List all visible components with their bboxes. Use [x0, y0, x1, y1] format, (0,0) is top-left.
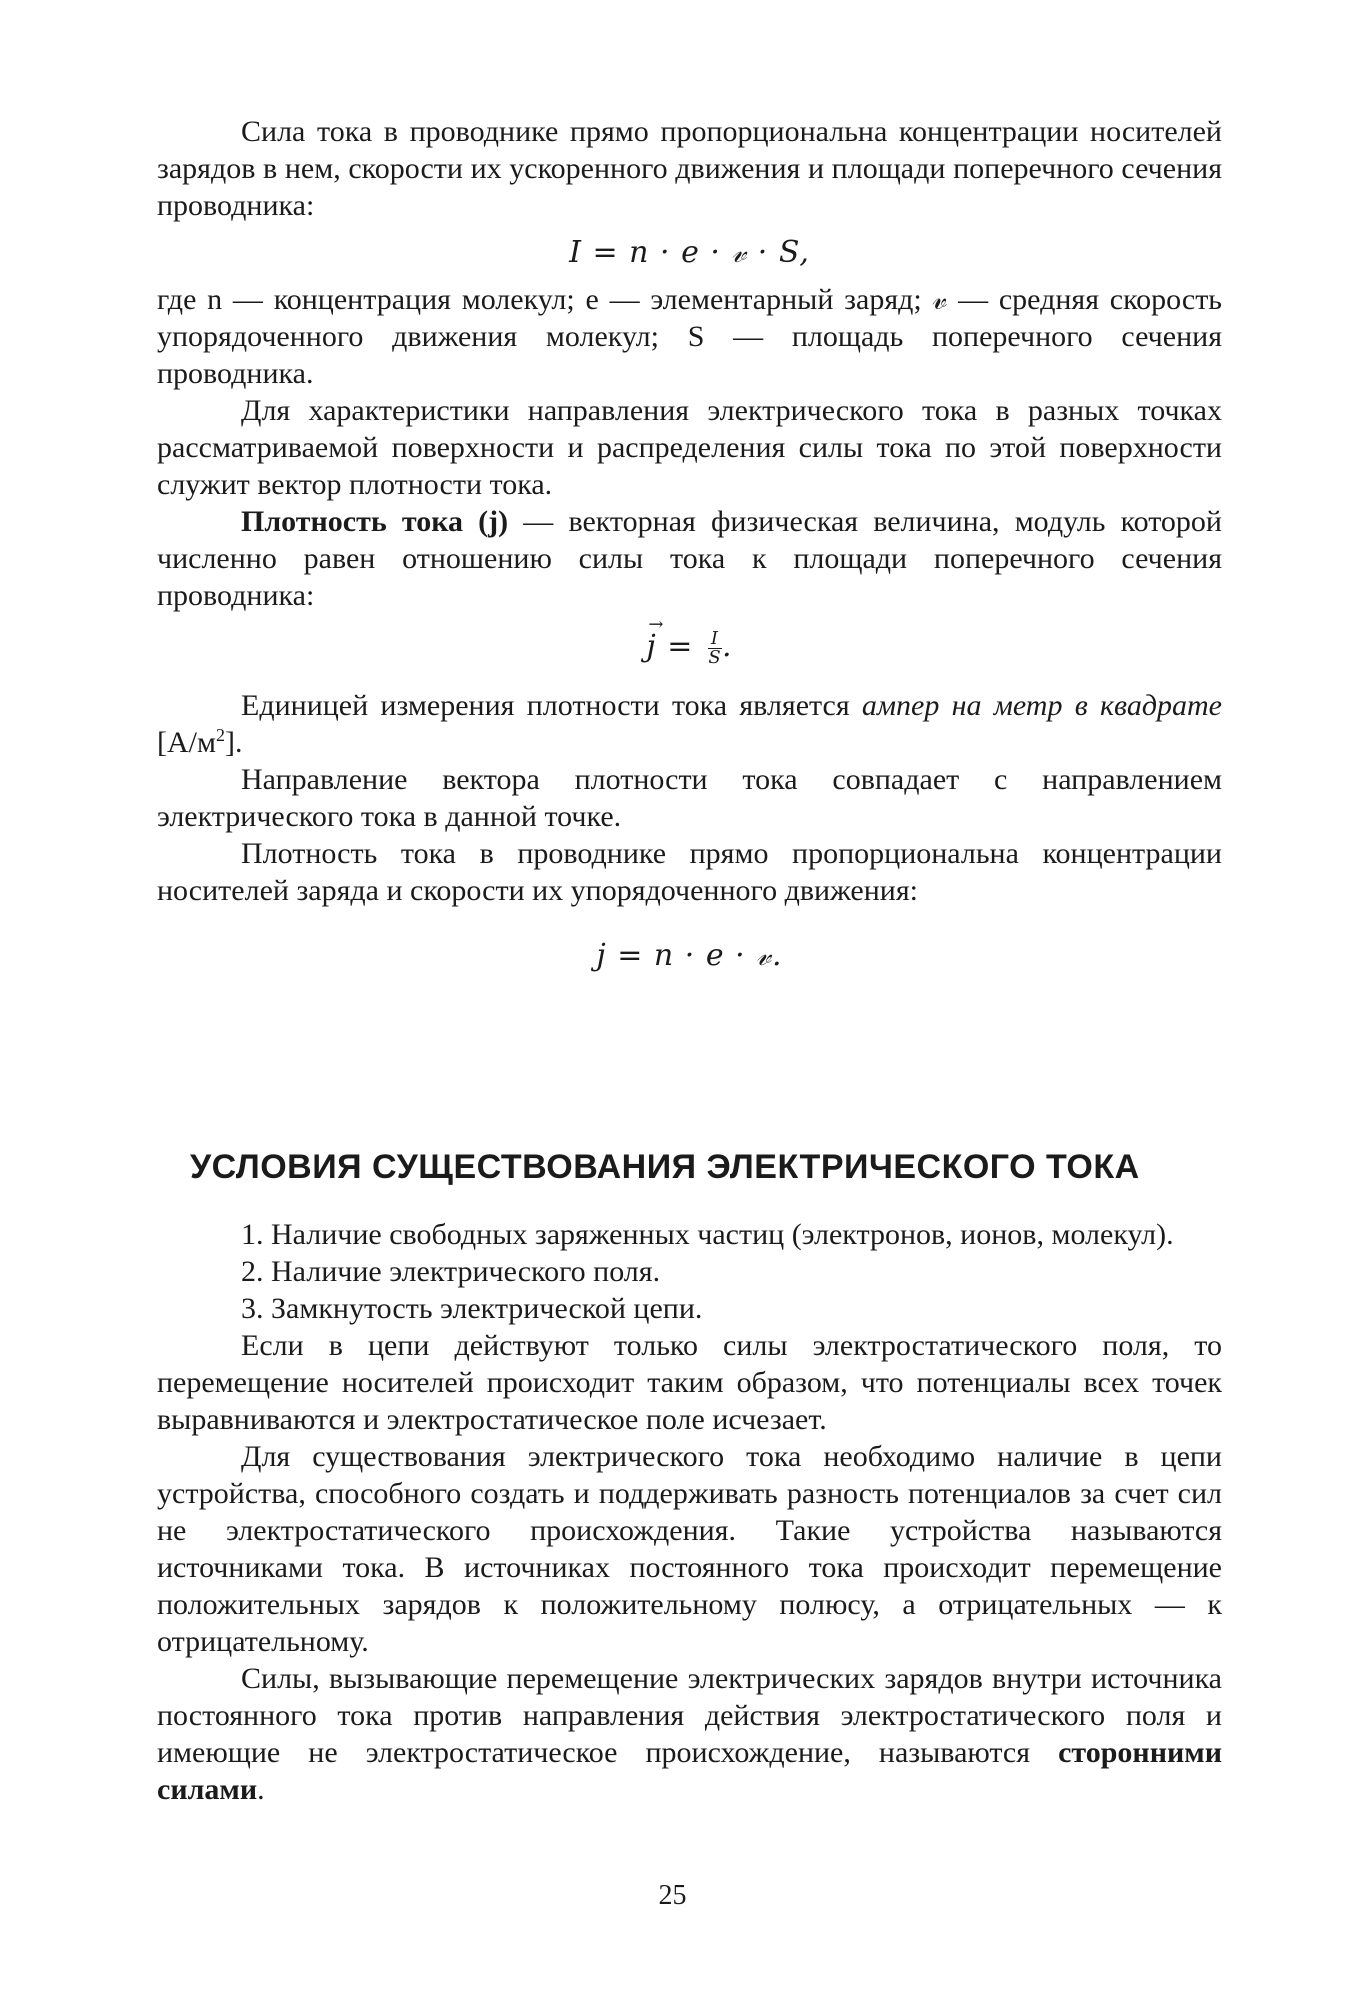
formula-density-ratio	[157, 628, 1222, 667]
unit-exponent: 2	[215, 724, 225, 745]
list-item: 3. Замкнутость электрической цепи.	[241, 1292, 703, 1325]
fraction	[708, 627, 722, 668]
term-current-density: Плотность тока (j)	[241, 505, 509, 538]
paragraph-external-forces	[157, 1660, 1222, 1808]
fraction-numerator: I	[708, 630, 722, 649]
paragraph-electrostatic: Если в цепи действуют только силы электростатического поля, то перемещение носителей происходит таким образом, что потенциалы всех точек выравниваются и электростатическое поле исчезает.	[157, 1329, 1222, 1436]
paragraph-direction: Направление вектора плотности тока совпадает с направлением электрического тока в данной точке.	[157, 762, 1222, 833]
section-heading: УСЛОВИЯ СУЩЕСТВОВАНИЯ ЭЛЕКТРИЧЕСКОГО ТОКА	[190, 1148, 1140, 1186]
formula-density: j = n · e · 𝓋.	[596, 937, 783, 973]
paragraph-density-proportional: Плотность тока в проводнике прямо пропорциональна концентрации носителей заряда и скорости их упорядоченного движения:	[157, 836, 1222, 907]
unit-text: Единицей измерения плотности тока является	[241, 688, 862, 722]
section-current-strength	[157, 113, 1222, 974]
external-forces-text: Силы, вызывающие перемещение электрических зарядов внутри источника постоянного тока против направления действия электростатического поля и имеющие не электростатическое происхождение, называются	[157, 1662, 1222, 1769]
list-item: 2. Наличие электрического поля.	[241, 1255, 661, 1288]
paragraph-density-definition	[157, 503, 1222, 614]
paragraph-current-strength: Сила тока в проводнике прямо пропорциональна концентрации носителей зарядов в нем, скорости их ускоренного движения и площади поперечного сечения проводника:	[157, 115, 1222, 222]
fraction-denominator: S	[708, 646, 722, 668]
paragraph-density-intro: Для характеристики направления электрического тока в разных точках рассматриваемой поверхности и распределения силы тока по этой поверхности служит вектор плотности тока.	[157, 394, 1222, 501]
section-conditions	[157, 1216, 1222, 1808]
unit-name: ампер на метр в квадрате	[861, 688, 1222, 722]
term-external-forces: сторонними силами	[157, 1736, 1222, 1806]
external-forces-end: .	[257, 1773, 265, 1806]
list-item: 1. Наличие свободных заряженных частиц (электронов, ионов, молекул).	[241, 1218, 1174, 1251]
definition-text: — векторная физическая величина, модуль которой численно равен отношению силы тока к площади поперечного сечения проводника:	[157, 505, 1222, 612]
paragraph-sources: Для существования электрического тока необходимо наличие в цепи устройства, способного создать и поддерживать разность потенциалов за счет сил не электростатического происхождения. Такие устройства называются источниками тока. В источниках постоянного тока происходит перемещение положительных зарядов к положительному полюсу, а отрицательных — к отрицательному.	[157, 1440, 1222, 1658]
formula-current: I = n · e · 𝓋 · S,	[569, 235, 810, 270]
vector-j: → j	[646, 628, 656, 665]
paragraph-unit	[157, 687, 1222, 761]
formula-equals: =	[656, 629, 704, 664]
paragraph-variables: где n — концентрация молекул; e — элементарный заряд; 𝓋 — средняя скорость упорядоченного движения молекул; S — площадь поперечного сечения проводника.	[157, 283, 1222, 390]
page-number: 25	[658, 1880, 687, 1911]
unit-end: ].	[224, 725, 243, 759]
unit-symbol: [А/м	[157, 725, 216, 759]
formula-period: .	[722, 629, 733, 664]
